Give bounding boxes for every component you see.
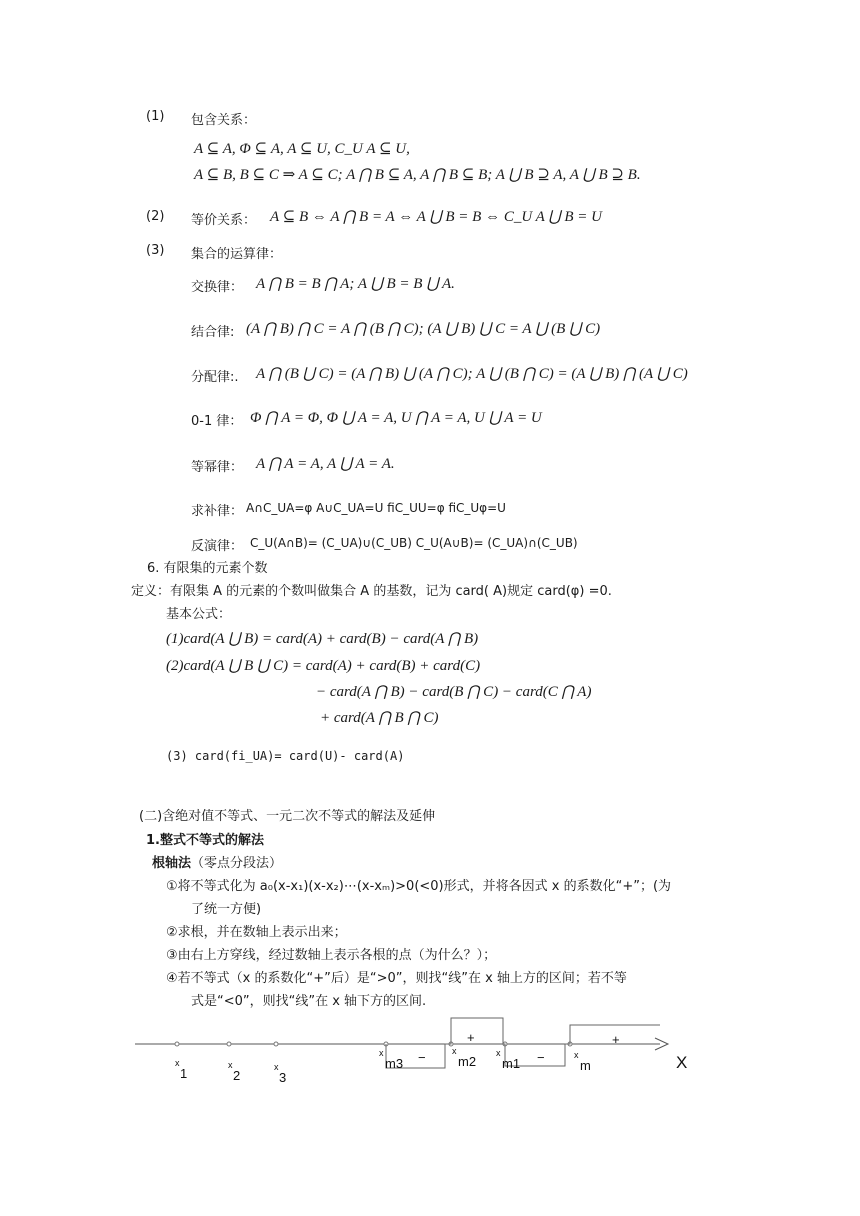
step-4-cont: 式是“<0”，则找“线”在 x 轴下方的区间. bbox=[191, 994, 427, 1009]
step-1-cont: 了统一方便) bbox=[191, 902, 262, 917]
svg-text:m: m bbox=[580, 1058, 591, 1073]
root-label-x1 bbox=[175, 1058, 187, 1081]
p3-number: (3) bbox=[146, 243, 165, 258]
method-note: （零点分段法） bbox=[191, 856, 283, 871]
sign-plus-2: + bbox=[612, 1032, 620, 1047]
sign-plus-1: + bbox=[467, 1030, 475, 1045]
sign-minus-2: − bbox=[537, 1050, 545, 1065]
svg-text:m1: m1 bbox=[502, 1056, 521, 1071]
section6-heading: 6. 有限集的元素个数 bbox=[147, 561, 268, 576]
section6-definition: 定义：有限集 A 的元素的个数叫做集合 A 的基数，记为 card( A)规定 card(φ) =0. bbox=[131, 584, 612, 599]
p2-label: 等价关系： bbox=[191, 213, 257, 228]
svg-text:1: 1 bbox=[180, 1066, 188, 1081]
svg-text:m3: m3 bbox=[385, 1056, 404, 1071]
svg-text:x: x bbox=[452, 1046, 457, 1056]
svg-text:x: x bbox=[379, 1048, 384, 1058]
p2-formula: A ⊆ B ⇔ A ⋂ B = A ⇔ A ⋃ B = B ⇔ C_U A ⋃ B = U bbox=[270, 209, 602, 225]
law-complement-label: 求补律： bbox=[191, 504, 244, 519]
sign-minus-1: − bbox=[418, 1050, 426, 1065]
svg-text:2: 2 bbox=[233, 1068, 241, 1083]
method-name: 根轴法 bbox=[152, 856, 192, 871]
law-demorgan-label: 反演律： bbox=[191, 539, 244, 554]
svg-text:x: x bbox=[496, 1048, 501, 1058]
svg-text:x: x bbox=[228, 1060, 233, 1070]
law-idempotent-label: 等幂律： bbox=[191, 460, 244, 475]
svg-text:x: x bbox=[274, 1062, 279, 1072]
formula-1: (1)card(A ⋃ B) = card(A) + card(B) − card(A ⋂ B) bbox=[166, 631, 479, 647]
root-label-x2 bbox=[228, 1060, 240, 1083]
p2-number: (2) bbox=[146, 209, 165, 224]
law-associative-label: 结合律: bbox=[191, 325, 235, 340]
part2-subheading: 1.整式不等式的解法 bbox=[146, 833, 264, 848]
root-marker-x1 bbox=[175, 1042, 179, 1046]
root-axis-diagram bbox=[0, 1010, 860, 1120]
step-3: ③由右上方穿线，经过数轴上表示各根的点（为什么？）； bbox=[166, 948, 497, 963]
root-marker-x2 bbox=[227, 1042, 231, 1046]
root-label-xm3 bbox=[379, 1048, 403, 1071]
svg-text:x: x bbox=[175, 1058, 180, 1068]
law-distributive-label: 分配律:. bbox=[191, 370, 239, 385]
law-associative-formula: (A ⋂ B) ⋂ C = A ⋂ (B ⋂ C); (A ⋃ B) ⋃ C = A ⋃ (B ⋃ C) bbox=[246, 321, 601, 337]
root-marker-x3 bbox=[274, 1042, 278, 1046]
part2-heading: (二)含绝对值不等式、一元二次不等式的解法及延伸 bbox=[139, 809, 436, 824]
law-demorgan-formula: C_U(A∩B)= (C_UA)∪(C_UB) C_U(A∪B)= (C_UA)∩(C_UB) bbox=[250, 536, 578, 550]
root-label-xm bbox=[574, 1050, 591, 1073]
law-zero-one-label: 0-1 律： bbox=[191, 414, 243, 429]
svg-text:3: 3 bbox=[279, 1070, 287, 1085]
formula-2c: + card(A ⋂ B ⋂ C) bbox=[320, 710, 439, 726]
root-label-xm2 bbox=[452, 1046, 476, 1069]
law-distributive-formula: A ⋂ (B ⋃ C) = (A ⋂ B) ⋃ (A ⋂ C); A ⋃ (B ⋂ C) = (A ⋃ B) ⋂ (A ⋃ C) bbox=[256, 366, 688, 382]
law-commutative-formula: A ⋂ B = B ⋂ A; A ⋃ B = B ⋃ A. bbox=[256, 276, 455, 292]
p1-label: 包含关系： bbox=[191, 113, 257, 128]
step-1: ①将不等式化为 a₀(x-x₁)(x-x₂)⋯(x-xₘ)>0(<0)形式，并将各因式 x 的系数化“+”；(为 bbox=[166, 879, 672, 894]
basic-formula-label: 基本公式： bbox=[166, 607, 232, 622]
step-2: ②求根，并在数轴上表示出来； bbox=[166, 925, 347, 940]
p1-number: (1) bbox=[146, 109, 165, 124]
formula-3: (3) card(fi_UA)= card(U)- card(A) bbox=[166, 749, 405, 763]
axis-label: X bbox=[676, 1053, 688, 1072]
formula-2b: − card(A ⋂ B) − card(B ⋂ C) − card(C ⋂ A) bbox=[316, 684, 592, 700]
formula-2a: (2)card(A ⋃ B ⋃ C) = card(A) + card(B) + card(C) bbox=[166, 658, 481, 674]
p1-formula-line1: A ⊆ A, Φ ⊆ A, A ⊆ U, C_U A ⊆ U, bbox=[194, 141, 410, 157]
p3-label: 集合的运算律： bbox=[191, 247, 283, 262]
law-zero-one-formula: Φ ⋂ A = Φ, Φ ⋃ A = A, U ⋂ A = A, U ⋃ A = U bbox=[250, 410, 542, 426]
p1-formula-line2: A ⊆ B, B ⊆ C ⇒ A ⊆ C; A ⋂ B ⊆ A, A ⋂ B ⊆ B; A ⋃ B ⊇ A, A ⋃ B ⊇ B. bbox=[194, 167, 641, 183]
method-title bbox=[152, 852, 282, 871]
law-commutative-label: 交换律： bbox=[191, 280, 244, 295]
law-idempotent-formula: A ⋂ A = A, A ⋃ A = A. bbox=[256, 456, 395, 472]
svg-text:x: x bbox=[574, 1050, 579, 1060]
step-4: ④若不等式（x 的系数化“+”后）是“>0”，则找“线”在 x 轴上方的区间；若不等 bbox=[166, 971, 627, 986]
svg-text:m2: m2 bbox=[458, 1054, 477, 1069]
root-label-xm1 bbox=[496, 1048, 520, 1071]
law-complement-formula: A∩C_UA=φ A∪C_UA=U fiC_UU=φ fiC_Uφ=U bbox=[246, 501, 506, 515]
root-label-x3 bbox=[274, 1062, 286, 1085]
